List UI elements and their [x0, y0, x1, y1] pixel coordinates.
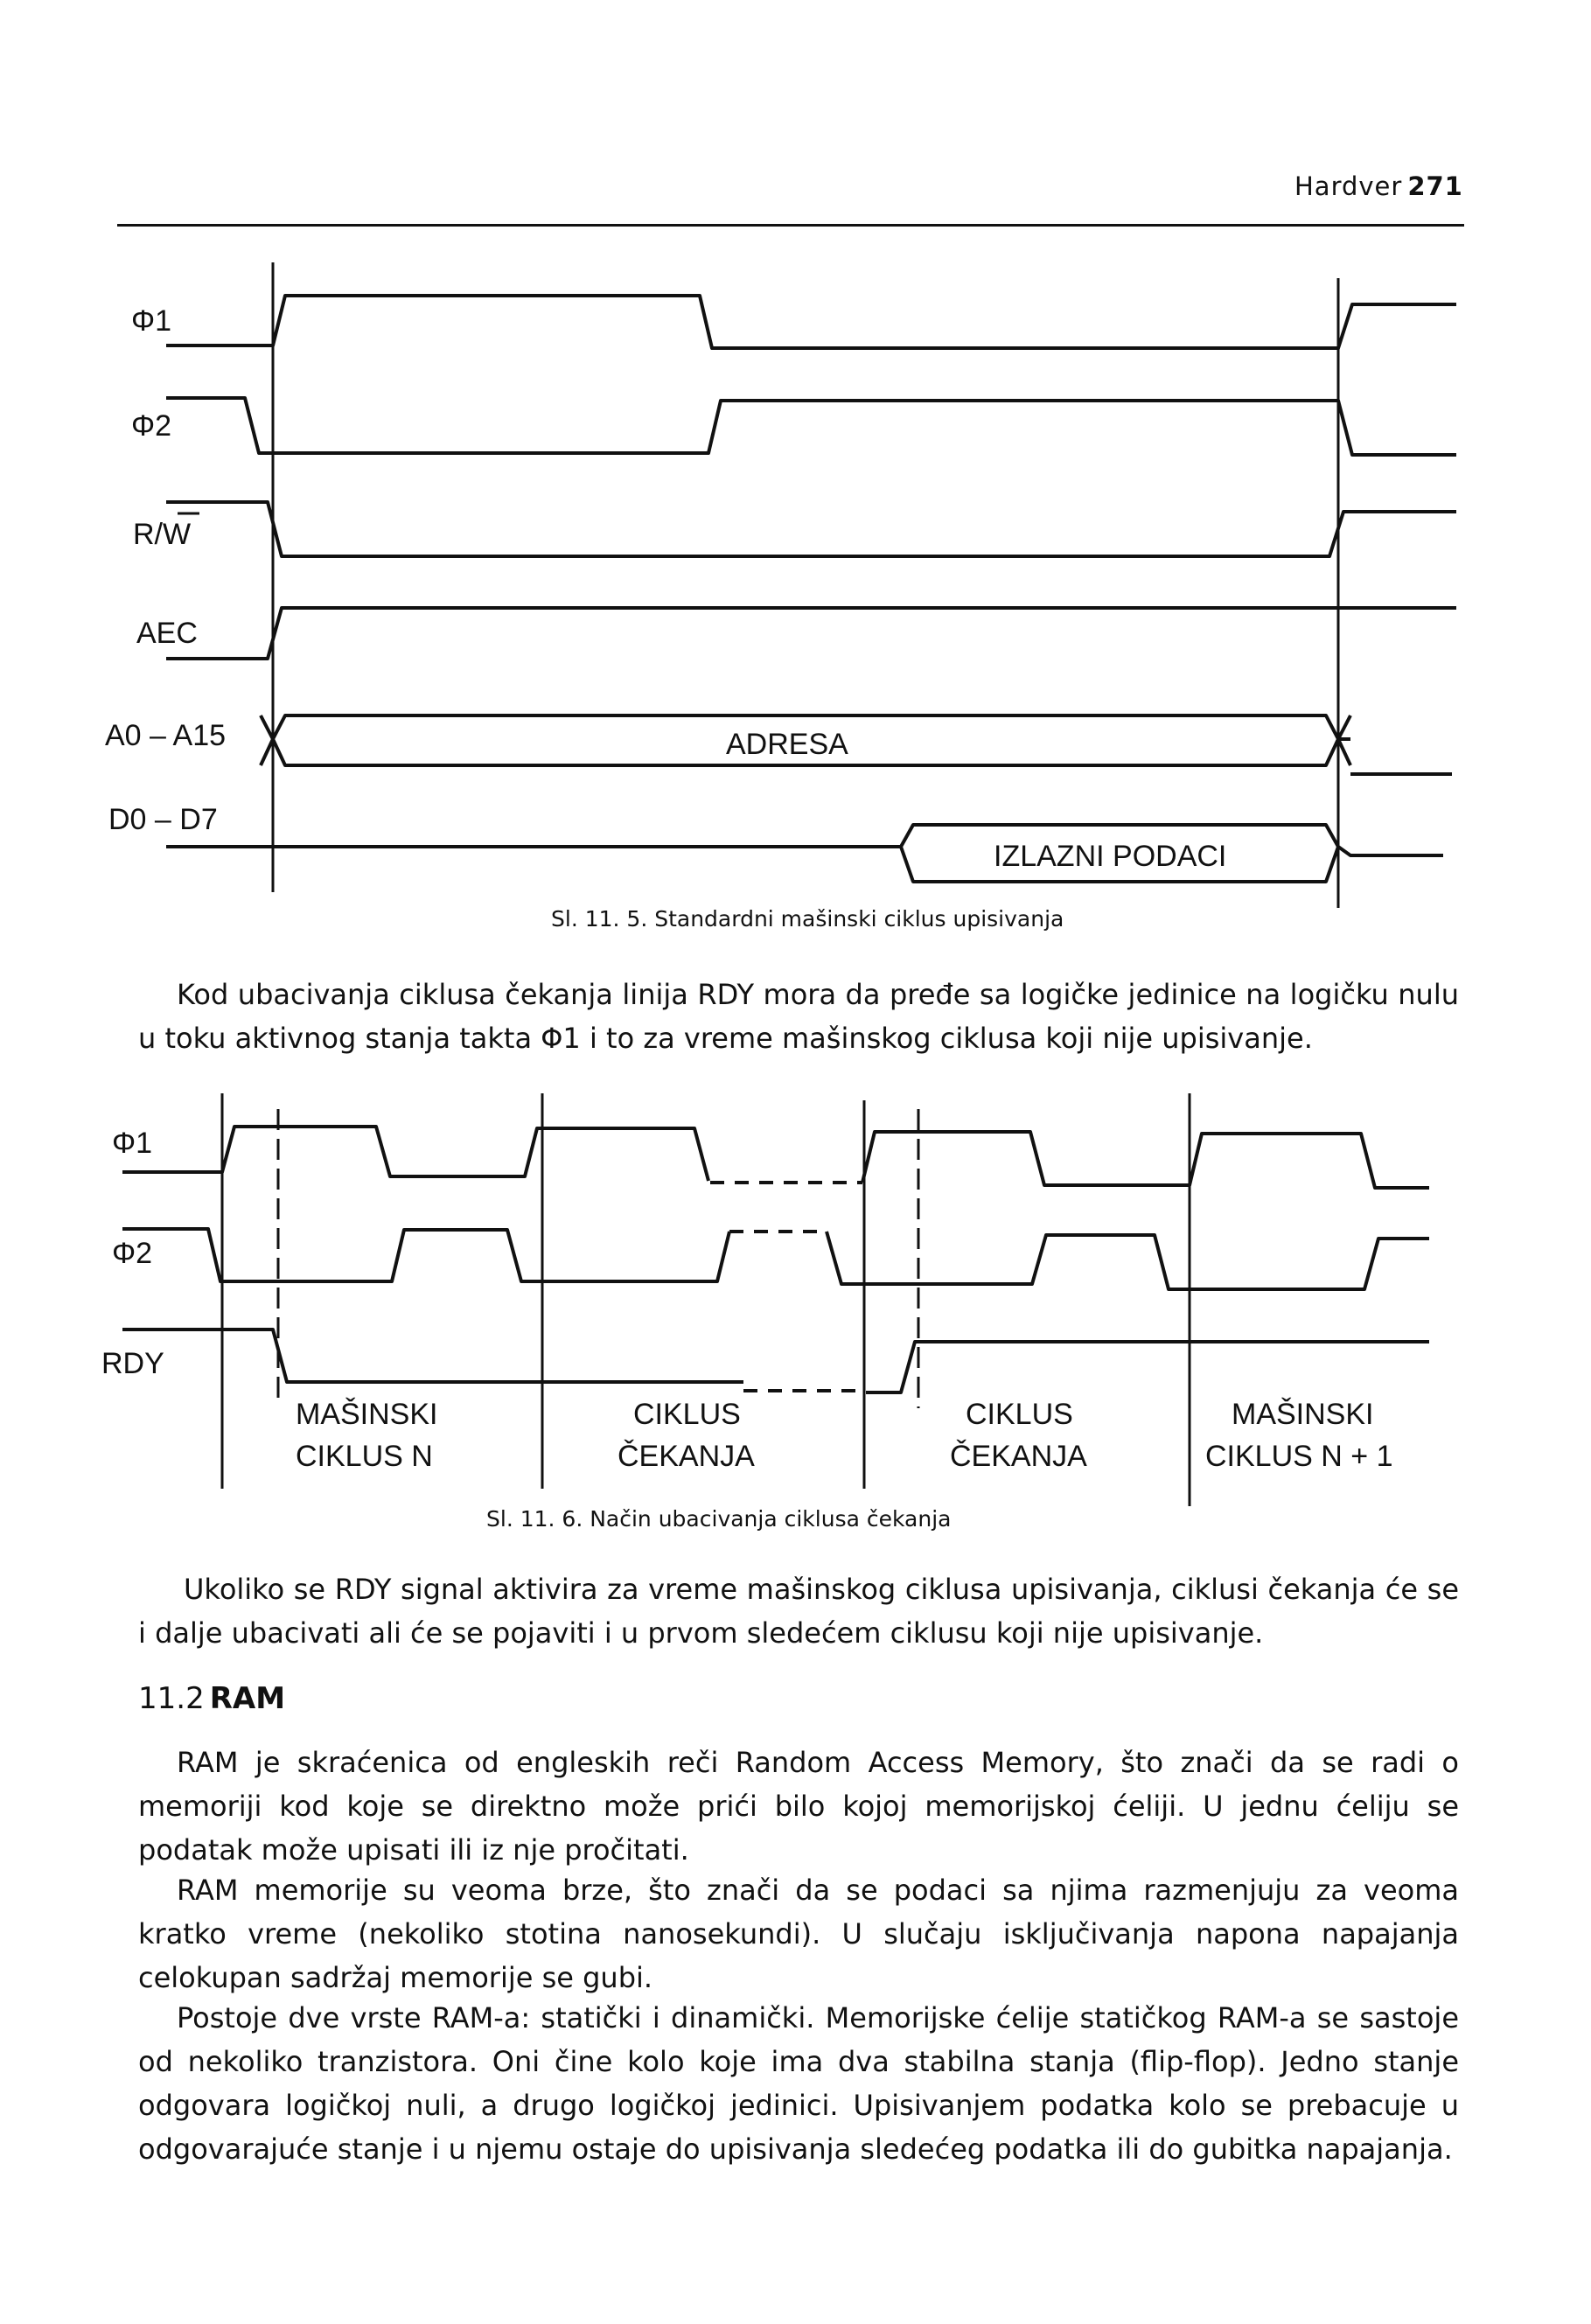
address-bus-waveform: [261, 715, 1452, 774]
phase-label-wait-2-line2: ČEKANJA: [950, 1440, 1087, 1473]
signal-label-phi2: Φ2: [131, 409, 172, 443]
address-label: ADRESA: [726, 728, 848, 761]
paragraph-ram-definition: RAM je skraćenica od engleskih reči Random Access Memory, što znači da se radi o memoriji kod koje se direktno može prići bilo kojoj memorijskoj ćeliji. U jednu ćeliju se podatak može upisati ili iz nje pročitati.: [138, 1746, 1459, 1867]
signal-label-phi2: Φ2: [112, 1237, 153, 1270]
signal-label-phi1: Φ1: [131, 304, 172, 338]
write-cycle-timing-diagram: [0, 254, 1591, 936]
header-rule: [117, 224, 1464, 227]
phase-label-cycle-n1-line2: CIKLUS N + 1: [1205, 1440, 1393, 1473]
phase-label-wait-2-line1: CIKLUS: [966, 1398, 1073, 1431]
phi2-waveform: [122, 1229, 729, 1281]
section-heading: [138, 1681, 285, 1716]
page-number: 271: [1407, 171, 1463, 201]
output-data-label: IZLAZNI PODACI: [994, 840, 1227, 873]
wait-cycle-timing-diagram: [0, 1085, 1591, 1522]
figure1-caption: Sl. 11. 5. Standardni mašinski ciklus upisivanja: [551, 906, 1064, 932]
signal-label-address-bus: A0 – A15: [105, 719, 227, 752]
phase-label-cycle-n1-line1: MAŠINSKI: [1232, 1398, 1374, 1431]
paragraph-ram-types: Postoje dve vrste RAM-a: statički i dinamički. Memorijske ćelije statičkog RAM-a se sastoje od nekoliko tranzistora. Oni čine kolo koje ima dva stabilna stanja (flip-flop). Jedno stanje odgovara logičkoj nuli, a drugo logičkoj jedinici. Upisivanjem podatka kolo se prebacuje u odgovarajuće stanje i u njemu ostaje do upisivanja sledećeg podatka ili do gubitka napajanja.: [138, 2001, 1459, 2166]
signal-label-data-bus: D0 – D7: [108, 803, 218, 836]
rdy-waveform: [122, 1329, 743, 1382]
aec-waveform: [166, 608, 1456, 659]
signal-label-rw: R/W: [133, 518, 192, 551]
section-title: RAM: [209, 1681, 286, 1716]
phase-label-cycle-n-line1: MAŠINSKI: [296, 1398, 438, 1431]
figure2-caption: Sl. 11. 6. Način ubacivanja ciklusa čekanja: [486, 1506, 952, 1532]
phi1-waveform: [122, 1127, 708, 1181]
phase-label-cycle-n-line2: CIKLUS N: [296, 1440, 433, 1473]
rdy-waveform-rise: [866, 1342, 1429, 1392]
phi1-waveform: [166, 296, 1456, 348]
data-bus-waveform: [166, 825, 1443, 882]
signal-label-rdy: RDY: [101, 1347, 164, 1380]
running-header: [1294, 171, 1463, 201]
phase-label-wait-1-line1: CIKLUS: [633, 1398, 741, 1431]
phi1-waveform-continued: [862, 1132, 1429, 1188]
signal-label-aec: AEC: [136, 617, 198, 650]
header-title: Hardver: [1294, 171, 1403, 201]
rw-waveform: [166, 502, 1456, 556]
phi2-waveform-continued: [827, 1232, 1429, 1289]
phase-label-wait-1-line2: ČEKANJA: [618, 1440, 755, 1473]
paragraph-ram-speed: RAM memorije su veoma brze, što znači da se podaci sa njima razmenjuju za veoma kratko vreme (nekoliko stotina nanosekundi). U slučaju isključivanja napona napajanja celokupan sadržaj memorije se gubi.: [138, 1874, 1459, 1994]
section-number: 11.2: [138, 1681, 205, 1716]
paragraph-rdy-write: Ukoliko se RDY signal aktivira za vreme mašinskog ciklusa upisivanja, ciklusi čekanja će se i dalje ubacivati ali će se pojaviti i u prvom sledećem ciklusu koji nije upisivanje.: [138, 1573, 1459, 1650]
paragraph-rdy-intro: Kod ubacivanja ciklusa čekanja linija RDY mora da pređe sa logičke jedinice na logičku nulu u toku aktivnog stanja takta Φ1 i to za vreme mašinskog ciklusa koji nije upisivanje.: [138, 978, 1459, 1055]
phi2-waveform: [166, 398, 1456, 455]
signal-label-phi1: Φ1: [112, 1127, 153, 1160]
